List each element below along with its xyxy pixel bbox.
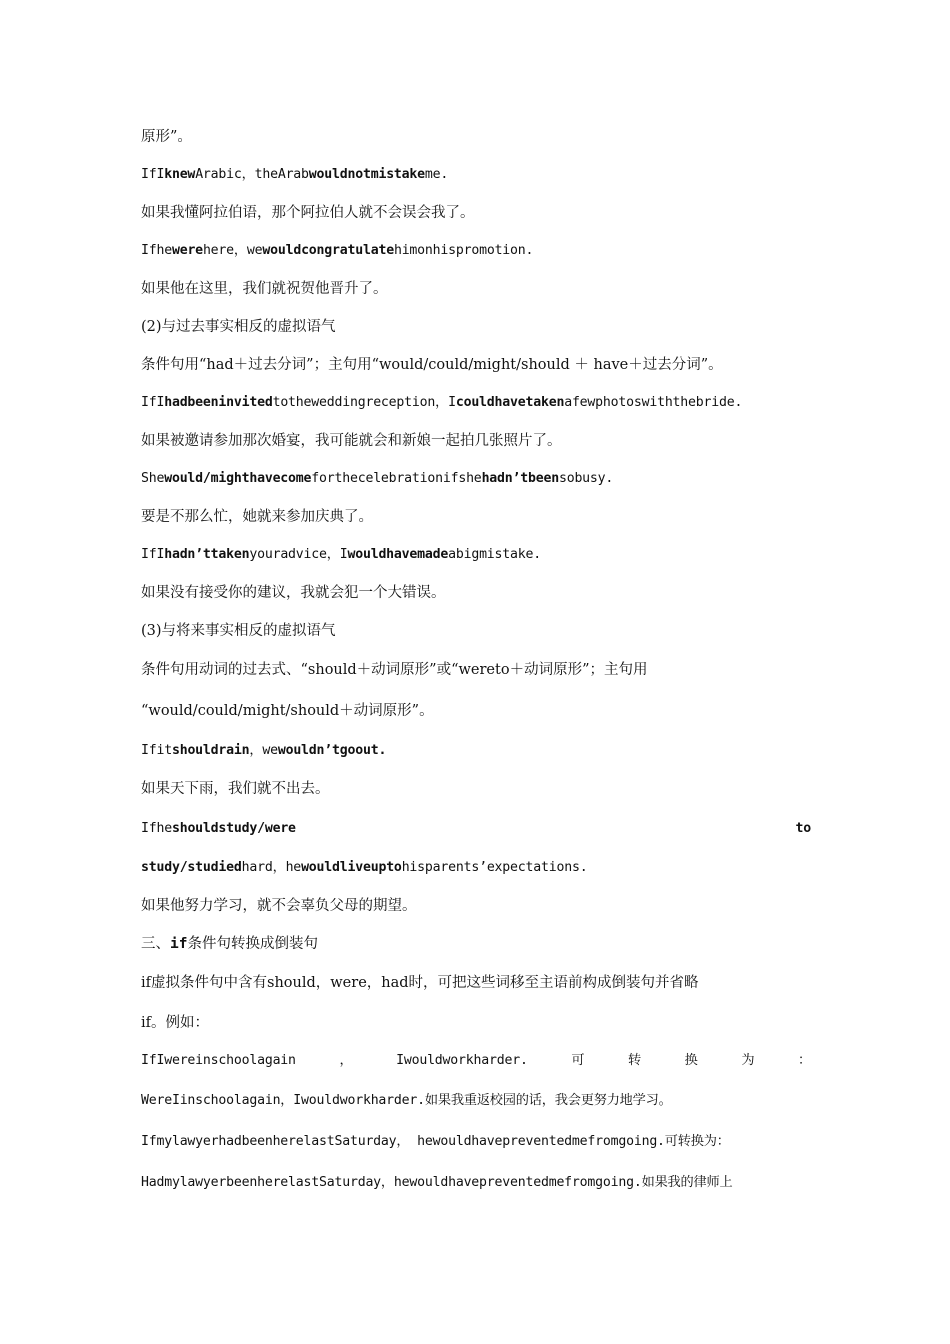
text: 条件句用“had＋过去分词”；主句用“would/could/might/should ＋ have＋过去分词”。 [141, 357, 723, 373]
rule-line [141, 691, 811, 732]
text: 三、 [141, 936, 170, 952]
bold-verb: study/studied [141, 860, 242, 875]
text: if。例如： [141, 1015, 210, 1031]
text: ： [797, 1053, 811, 1068]
translation-line [141, 270, 811, 308]
text: 条件句转换成倒装句 [187, 936, 318, 952]
bold-verb: knew [164, 167, 196, 182]
translation-line [141, 498, 811, 536]
text: (2)与过去事实相反的虚拟语气 [141, 319, 336, 335]
example-sentence [141, 1042, 811, 1080]
text: 如果没有接受你的建议，我就会犯一个大错误。 [141, 585, 446, 601]
example-sentence [141, 460, 811, 498]
example-sentence [141, 1080, 811, 1121]
rule-line [141, 650, 811, 691]
text: She [141, 471, 165, 486]
example-sentence [141, 849, 811, 887]
text: IfI [141, 167, 165, 182]
text: “would/could/might/should＋动词原形”。 [141, 703, 434, 719]
bold-verb: hadn’ttaken [164, 547, 250, 562]
section-heading [141, 925, 811, 963]
text: hisparents’expectations. [401, 860, 588, 875]
example-sentence [141, 232, 811, 270]
bold-verb: would/mighthavecome [164, 471, 312, 486]
text: sobusy. [558, 471, 614, 486]
text: Iwouldworkharder. [396, 1053, 528, 1068]
text: 换 [684, 1053, 698, 1068]
bold-verb: couldhavetaken [455, 395, 565, 410]
text: 原形”。 [141, 129, 192, 145]
section-heading [141, 612, 811, 650]
bold-verb: wouldn’tgoout. [277, 743, 387, 758]
translation-line [141, 887, 811, 925]
rule-line [141, 346, 811, 384]
translation-line [141, 194, 811, 232]
text: 如果他努力学习，就不会辜负父母的期望。 [141, 898, 417, 914]
rule-line [141, 963, 811, 1004]
text: IfI [141, 547, 165, 562]
text-line [141, 118, 811, 156]
example-sentence [141, 1121, 811, 1162]
text: WereIinschoolagain，Iwouldworkharder.如果我重返校园的话，我会更努力地学习。 [141, 1093, 672, 1108]
example-sentence [141, 384, 811, 422]
bold-verb: wouldcongratulate [262, 243, 394, 258]
text: 为 [741, 1053, 755, 1068]
bold-verb: shouldstudy/were [171, 821, 296, 836]
text: IfI [141, 395, 165, 410]
example-sentence [141, 156, 811, 194]
text: 转 [628, 1053, 641, 1068]
example-sentence [141, 732, 811, 770]
text: 如果天下雨，我们就不出去。 [141, 781, 330, 797]
text: ， [339, 1053, 353, 1068]
text: HadmylawyerbeenherelastSaturday，hewouldhavepreventedmefromgoing.如果我的律师上 [141, 1175, 733, 1190]
bold-keyword: if [170, 936, 188, 952]
bold-verb: were [171, 243, 203, 258]
bold-verb: hadbeeninvited [164, 395, 273, 410]
text: Ifit [141, 743, 172, 758]
section-heading [141, 308, 811, 346]
rule-line [141, 1004, 811, 1042]
bold-verb: wouldliveupto [301, 860, 402, 875]
text: 如果他在这里，我们就祝贺他晋升了。 [141, 281, 388, 297]
example-sentence [141, 808, 811, 849]
text: totheweddingreception，I [272, 395, 456, 410]
text: 可 [571, 1053, 585, 1068]
text: 如果我懂阿拉伯语，那个阿拉伯人就不会误会我了。 [141, 205, 475, 221]
text: 条件句用动词的过去式、“should＋动词原形”或“wereto＋动词原形”；主句用 [141, 662, 648, 678]
text: youradvice，I [249, 547, 348, 562]
translation-line [141, 422, 811, 460]
text: abigmistake. [448, 547, 541, 562]
text: IfIwereinschoolagain [141, 1053, 296, 1068]
text: IfmylawyerhadbeenherelastSaturday， hewouldhavepreventedmefromgoing.可转换为： [141, 1134, 730, 1149]
text: afewphotoswiththebride. [564, 395, 743, 410]
text: 如果被邀请参加那次婚宴，我可能就会和新娘一起拍几张照片了。 [141, 433, 562, 449]
text: Arabic，theArab [195, 167, 309, 182]
text: ，we [249, 743, 278, 758]
text: me. [424, 167, 449, 182]
bold-verb: shouldrain [171, 743, 250, 758]
text: forthecelebrationifshe [311, 471, 482, 486]
bold-verb: to [795, 821, 811, 836]
bold-verb: wouldnotmistake [308, 167, 425, 182]
bold-verb: hadn’tbeen [481, 471, 559, 486]
text: 要是不那么忙，她就来参加庆典了。 [141, 509, 373, 525]
bold-verb: wouldhavemade [347, 547, 449, 562]
document-page [141, 118, 811, 1203]
text: Ifhe [141, 243, 172, 258]
translation-line [141, 574, 811, 612]
example-sentence [141, 1162, 811, 1203]
text: Ifhe [141, 821, 172, 836]
text: hard，he [241, 860, 302, 875]
text: if虚拟条件句中含有should，were，had时，可把这些词移至主语前构成倒装句并省略 [141, 975, 699, 991]
example-sentence [141, 536, 811, 574]
translation-line [141, 770, 811, 808]
text: here，we [202, 243, 263, 258]
text: (3)与将来事实相反的虚拟语气 [141, 623, 336, 639]
text: himonhispromotion. [393, 243, 534, 258]
